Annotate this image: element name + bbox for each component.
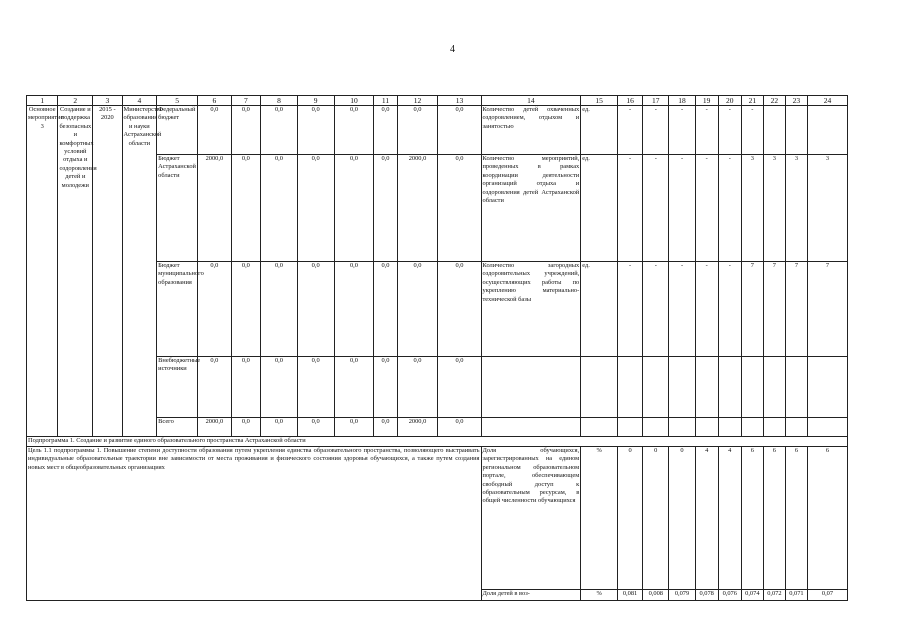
funding-value: 0,0: [438, 418, 481, 437]
indicator-year-value: -: [741, 106, 763, 155]
indicator-year-value: 0: [643, 447, 669, 590]
indicator-year-value: -: [643, 106, 669, 155]
funding-source: Внебюджетные источники: [157, 357, 198, 418]
header-cell: 22: [763, 96, 785, 106]
funding-value: 0,0: [374, 357, 397, 418]
indicator-year-value: [617, 357, 642, 418]
funding-source: Бюджет Астраханской области: [157, 155, 198, 262]
activity-number: Основное мероприятие 3: [27, 106, 58, 437]
funding-value: 0,0: [198, 262, 232, 357]
indicator-unit: %: [581, 590, 618, 601]
header-cell: 19: [695, 96, 718, 106]
funding-value: 0,0: [231, 262, 260, 357]
funding-value: 2000,0: [198, 155, 232, 262]
indicator-year-value: [763, 357, 785, 418]
indicator-year-value: 3: [785, 155, 807, 262]
funding-value: 0,0: [438, 155, 481, 262]
funding-value: 0,0: [231, 357, 260, 418]
indicator-year-value: -: [695, 155, 718, 262]
header-cell: 23: [785, 96, 807, 106]
header-cell: 8: [261, 96, 298, 106]
activity-name: Создание и поддержка безопасных и комфортных условий отдыха и оздоровления детей и молодежи: [58, 106, 93, 437]
indicator-year-value: 6: [807, 447, 847, 590]
header-cell: 1: [27, 96, 58, 106]
indicator-year-value: 3: [741, 155, 763, 262]
indicator-year-value: -: [669, 262, 695, 357]
indicator-year-value: -: [695, 106, 718, 155]
funding-value: 0,0: [438, 357, 481, 418]
indicator-year-value: [741, 357, 763, 418]
funding-value: 0,0: [438, 106, 481, 155]
indicator-year-value: 6: [763, 447, 785, 590]
indicator-year-value: 3: [763, 155, 785, 262]
activity-period: 2015 - 2020: [93, 106, 122, 437]
header-cell: 11: [374, 96, 397, 106]
funding-value: 0,0: [261, 106, 298, 155]
funding-value: 0,0: [198, 106, 232, 155]
funding-value: 0,0: [297, 106, 334, 155]
indicator-name: Доля детей в воз-: [481, 590, 581, 601]
header-cell: 13: [438, 96, 481, 106]
funding-value: 2000,0: [397, 155, 438, 262]
indicator-year-value: 0,076: [718, 590, 741, 601]
indicator-year-value: [643, 357, 669, 418]
subprogram-row: [27, 437, 848, 447]
indicator-year-value: 0,074: [741, 590, 763, 601]
header-cell: 5: [157, 96, 198, 106]
activity-executor: Министерство образования и науки Астраханской области: [122, 106, 157, 437]
indicator-unit: ед.: [581, 262, 618, 357]
header-cell: 6: [198, 96, 232, 106]
indicator-year-value: [785, 106, 807, 155]
funding-value: 0,0: [334, 262, 374, 357]
indicator-year-value: 7: [807, 262, 847, 357]
funding-value: 0,0: [297, 357, 334, 418]
subprogram-title: Подпрограмма 1. Создание и развитие единого образовательного пространства Астраханской области: [27, 437, 848, 447]
header-cell: 17: [643, 96, 669, 106]
funding-value: 0,0: [261, 357, 298, 418]
indicator-year-value: -: [643, 262, 669, 357]
indicator-year-value: -: [718, 106, 741, 155]
indicator-year-value: 0,078: [695, 590, 718, 601]
indicator-year-value: [763, 418, 785, 437]
header-cell: 24: [807, 96, 847, 106]
header-cell: 7: [231, 96, 260, 106]
funding-value: 0,0: [334, 357, 374, 418]
funding-value: 0,0: [261, 262, 298, 357]
indicator-name: Количество загородных оздоровительных учреждений, осуществляющих работы по укреплению материально-технической базы: [481, 262, 581, 357]
indicator-year-value: 0,081: [617, 590, 642, 601]
indicator-year-value: [807, 106, 847, 155]
header-row: [27, 96, 848, 106]
indicator-year-value: [695, 418, 718, 437]
indicator-unit: %: [581, 447, 618, 590]
funding-value: 0,0: [374, 262, 397, 357]
funding-value: 0,0: [297, 418, 334, 437]
header-cell: 12: [397, 96, 438, 106]
indicator-year-value: [718, 357, 741, 418]
indicator-year-value: 0,008: [643, 590, 669, 601]
indicator-year-value: [718, 418, 741, 437]
header-cell: 16: [617, 96, 642, 106]
funding-value: 0,0: [374, 418, 397, 437]
funding-value: 0,0: [231, 106, 260, 155]
funding-value: 0,0: [334, 155, 374, 262]
header-cell: 3: [93, 96, 122, 106]
funding-value: 0,0: [374, 155, 397, 262]
indicator-year-value: 7: [785, 262, 807, 357]
header-cell: 10: [334, 96, 374, 106]
indicator-year-value: [785, 418, 807, 437]
indicator-year-value: 0,079: [669, 590, 695, 601]
indicator-year-value: 0,072: [763, 590, 785, 601]
header-cell: 15: [581, 96, 618, 106]
funding-value: 0,0: [397, 357, 438, 418]
indicator-year-value: 6: [785, 447, 807, 590]
indicator-name: [481, 418, 581, 437]
indicator-name: Количество детей охваченных оздоровлением, отдыхом и занятостью: [481, 106, 581, 155]
indicator-year-value: -: [617, 155, 642, 262]
funding-value: 0,0: [334, 106, 374, 155]
indicator-year-value: -: [695, 262, 718, 357]
indicator-year-value: -: [617, 262, 642, 357]
funding-value: 0,0: [231, 418, 260, 437]
indicator-year-value: 0,07: [807, 590, 847, 601]
indicator-year-value: -: [718, 155, 741, 262]
indicator-year-value: -: [718, 262, 741, 357]
indicator-year-value: [695, 357, 718, 418]
funding-source: Федеральный бюджет: [157, 106, 198, 155]
header-cell: 9: [297, 96, 334, 106]
indicator-year-value: 7: [741, 262, 763, 357]
indicator-year-value: 0,071: [785, 590, 807, 601]
indicator-unit: [581, 357, 618, 418]
goal-text: Цель 1.1 подпрограммы 1. Повышение степени доступности образования путем укрепления единства образовательного пространства, позволяющего выстраивать индивидуальные образовательные траектории вне зависимости от места проживания и физического состояния здоровья обучающихся, а также путем создания новых мест в общеобразовательных организациях: [27, 447, 482, 601]
funding-value: 0,0: [261, 155, 298, 262]
header-cell: 4: [122, 96, 157, 106]
indicator-year-value: [807, 418, 847, 437]
indicator-year-value: 6: [741, 447, 763, 590]
header-cell: 20: [718, 96, 741, 106]
indicator-year-value: 0: [617, 447, 642, 590]
indicator-year-value: [643, 418, 669, 437]
indicator-year-value: [785, 357, 807, 418]
funding-value: 0,0: [297, 155, 334, 262]
indicator-year-value: 4: [695, 447, 718, 590]
funding-value: 2000,0: [198, 418, 232, 437]
indicator-year-value: [669, 418, 695, 437]
indicator-unit: ед.: [581, 106, 618, 155]
page-number: 4: [450, 44, 455, 55]
indicator-year-value: 3: [807, 155, 847, 262]
indicator-year-value: [617, 418, 642, 437]
header-cell: 2: [58, 96, 93, 106]
program-table: [26, 95, 848, 601]
funding-value: 0,0: [374, 106, 397, 155]
header-cell: 21: [741, 96, 763, 106]
funding-value: 0,0: [397, 106, 438, 155]
funding-source: Бюджет муниципального образования: [157, 262, 198, 357]
funding-value: 0,0: [397, 262, 438, 357]
indicator-year-value: -: [643, 155, 669, 262]
table-row: [27, 106, 848, 155]
funding-value: 0,0: [297, 262, 334, 357]
funding-value: 0,0: [198, 357, 232, 418]
indicator-year-value: 4: [718, 447, 741, 590]
indicator-year-value: [741, 418, 763, 437]
funding-source: Всего: [157, 418, 198, 437]
indicator-year-value: 0: [669, 447, 695, 590]
indicator-name: Доля обучающихся, зарегистрированных на едином региональном образовательном портале, обеспечивающем свободный доступ к образовательным ресурсам, в общей численности обучающихся: [481, 447, 581, 590]
header-cell: 18: [669, 96, 695, 106]
indicator-name: [481, 357, 581, 418]
funding-value: 0,0: [231, 155, 260, 262]
indicator-year-value: [763, 106, 785, 155]
indicator-year-value: [807, 357, 847, 418]
indicator-year-value: -: [617, 106, 642, 155]
funding-value: 2000,0: [397, 418, 438, 437]
indicator-unit: ед.: [581, 155, 618, 262]
indicator-year-value: -: [669, 106, 695, 155]
indicator-name: Количество мероприятий, проведенных в рамках координации деятельности организаций отдыха и оздоровления детей Астраханской области: [481, 155, 581, 262]
indicator-year-value: [669, 357, 695, 418]
funding-value: 0,0: [261, 418, 298, 437]
goal-row: [27, 447, 848, 590]
indicator-unit: [581, 418, 618, 437]
indicator-year-value: 7: [763, 262, 785, 357]
funding-value: 0,0: [438, 262, 481, 357]
funding-value: 0,0: [334, 418, 374, 437]
indicator-year-value: -: [669, 155, 695, 262]
header-cell: 14: [481, 96, 581, 106]
